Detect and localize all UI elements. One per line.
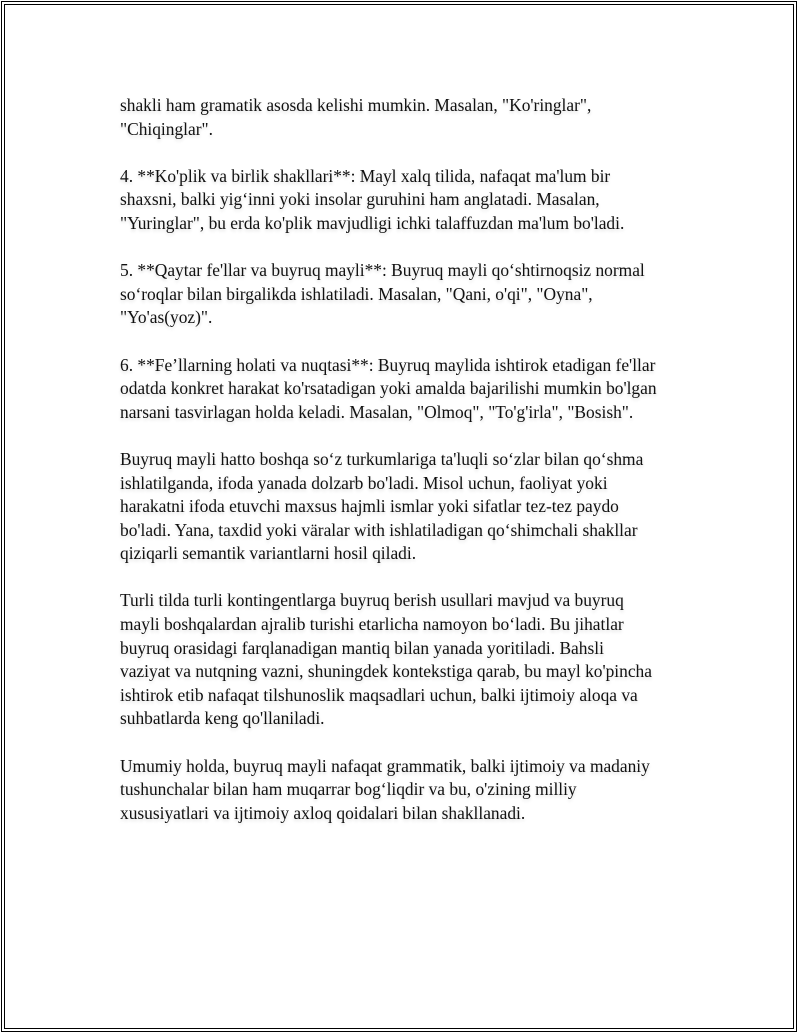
text-line: ishtirok etib nafaqat tilshunoslik maqsadlari uchun, balki ijtimoiy aloqa va [120, 684, 638, 705]
text-line: harakatni ifoda etuvchi maxsus hajmli ismlar yoki sifatlar tez-tez paydo [120, 496, 619, 517]
text-line: tushunchalar bilan ham muqarrar bog‘liqdir va bu, o'zining milliy [120, 779, 577, 800]
text-line: 6. **Fe’llarning holati va nuqtasi**: Buyruq maylida ishtirok etadigan fe'llar [120, 354, 656, 375]
text-line: suhbatlarda keng qo'llaniladi. [120, 708, 325, 729]
text-line: xususiyatlari va ijtimoiy axloq qoidalari bilan shakllanadi. [120, 802, 526, 823]
paragraph [120, 448, 700, 566]
page-frame [1, 1, 797, 1032]
text-line: shakli ham gramatik asosda kelishi mumkin. Masalan, "Ko'ringlar", [120, 95, 592, 115]
paragraph [120, 259, 700, 330]
text-line: Buyruq mayli hatto boshqa so‘z turkumlariga ta'luqli so‘zlar bilan qo‘shma [120, 448, 644, 469]
paragraph [120, 755, 700, 826]
paragraph [120, 589, 700, 731]
text-line: "Yuringlar", bu erda ko'plik mavjudligi ichki talaffuzdan ma'lum bo'ladi. [120, 212, 625, 233]
text-line: Umumiy holda, buyruq mayli nafaqat grammatik, balki ijtimoiy va madaniy [120, 755, 650, 776]
text-line: "Chiqinglar". [120, 118, 213, 139]
text-line: "Yo'as(yoz)". [120, 307, 213, 328]
paragraph [120, 165, 700, 236]
text-line: buyruq orasidagi farqlanadigan mantiq bilan yanada yoritiladi. Bahsli [120, 637, 604, 658]
document-body [120, 94, 700, 849]
text-line: ishlatilganda, ifoda yanada dolzarb bo'ladi. Misol uchun, faoliyat yoki [120, 472, 608, 493]
text-line: 5. **Qaytar fe'llar va buyruq mayli**: Buyruq mayli qo‘shtirnoqsiz normal [120, 260, 645, 281]
text-line: narsani tasvirlagan holda keladi. Masalan, "Olmoq", "To'g'irla", "Bosish". [120, 401, 634, 422]
text-line: Turli tilda turli kontingentlarga buyruq berish usullari mavjud va buyruq [120, 590, 624, 611]
paragraph [120, 94, 700, 141]
text-line: shaxsni, balki yig‘inni yoki insolar guruhini ham anglatadi. Masalan, [120, 189, 600, 210]
text-line: vaziyat va nutqning vazni, shuningdek kontekstiga qarab, bu mayl ko'pincha [120, 661, 652, 682]
paragraph [120, 354, 700, 425]
text-line: 4. **Ko'plik va birlik shakllari**: Mayl xalq tilida, nafaqat ma'lum bir [120, 165, 611, 186]
text-line: qiziqarli semantik variantlarni hosil qiladi. [120, 543, 417, 564]
text-line: bo'ladi. Yana, taxdid yoki väralar with ishlatiladigan qo‘shimchali shakllar [120, 519, 638, 540]
text-line: odatda konkret harakat ko'rsatadigan yoki amalda bajarilishi mumkin bo'lgan [120, 378, 657, 399]
text-line: mayli boshqalardan ajralib turishi etarlicha namoyon bo‘ladi. Bu jihatlar [120, 614, 624, 635]
text-line: so‘roqlar bilan birgalikda ishlatiladi. Masalan, "Qani, o'qi", "Oyna", [120, 283, 593, 304]
